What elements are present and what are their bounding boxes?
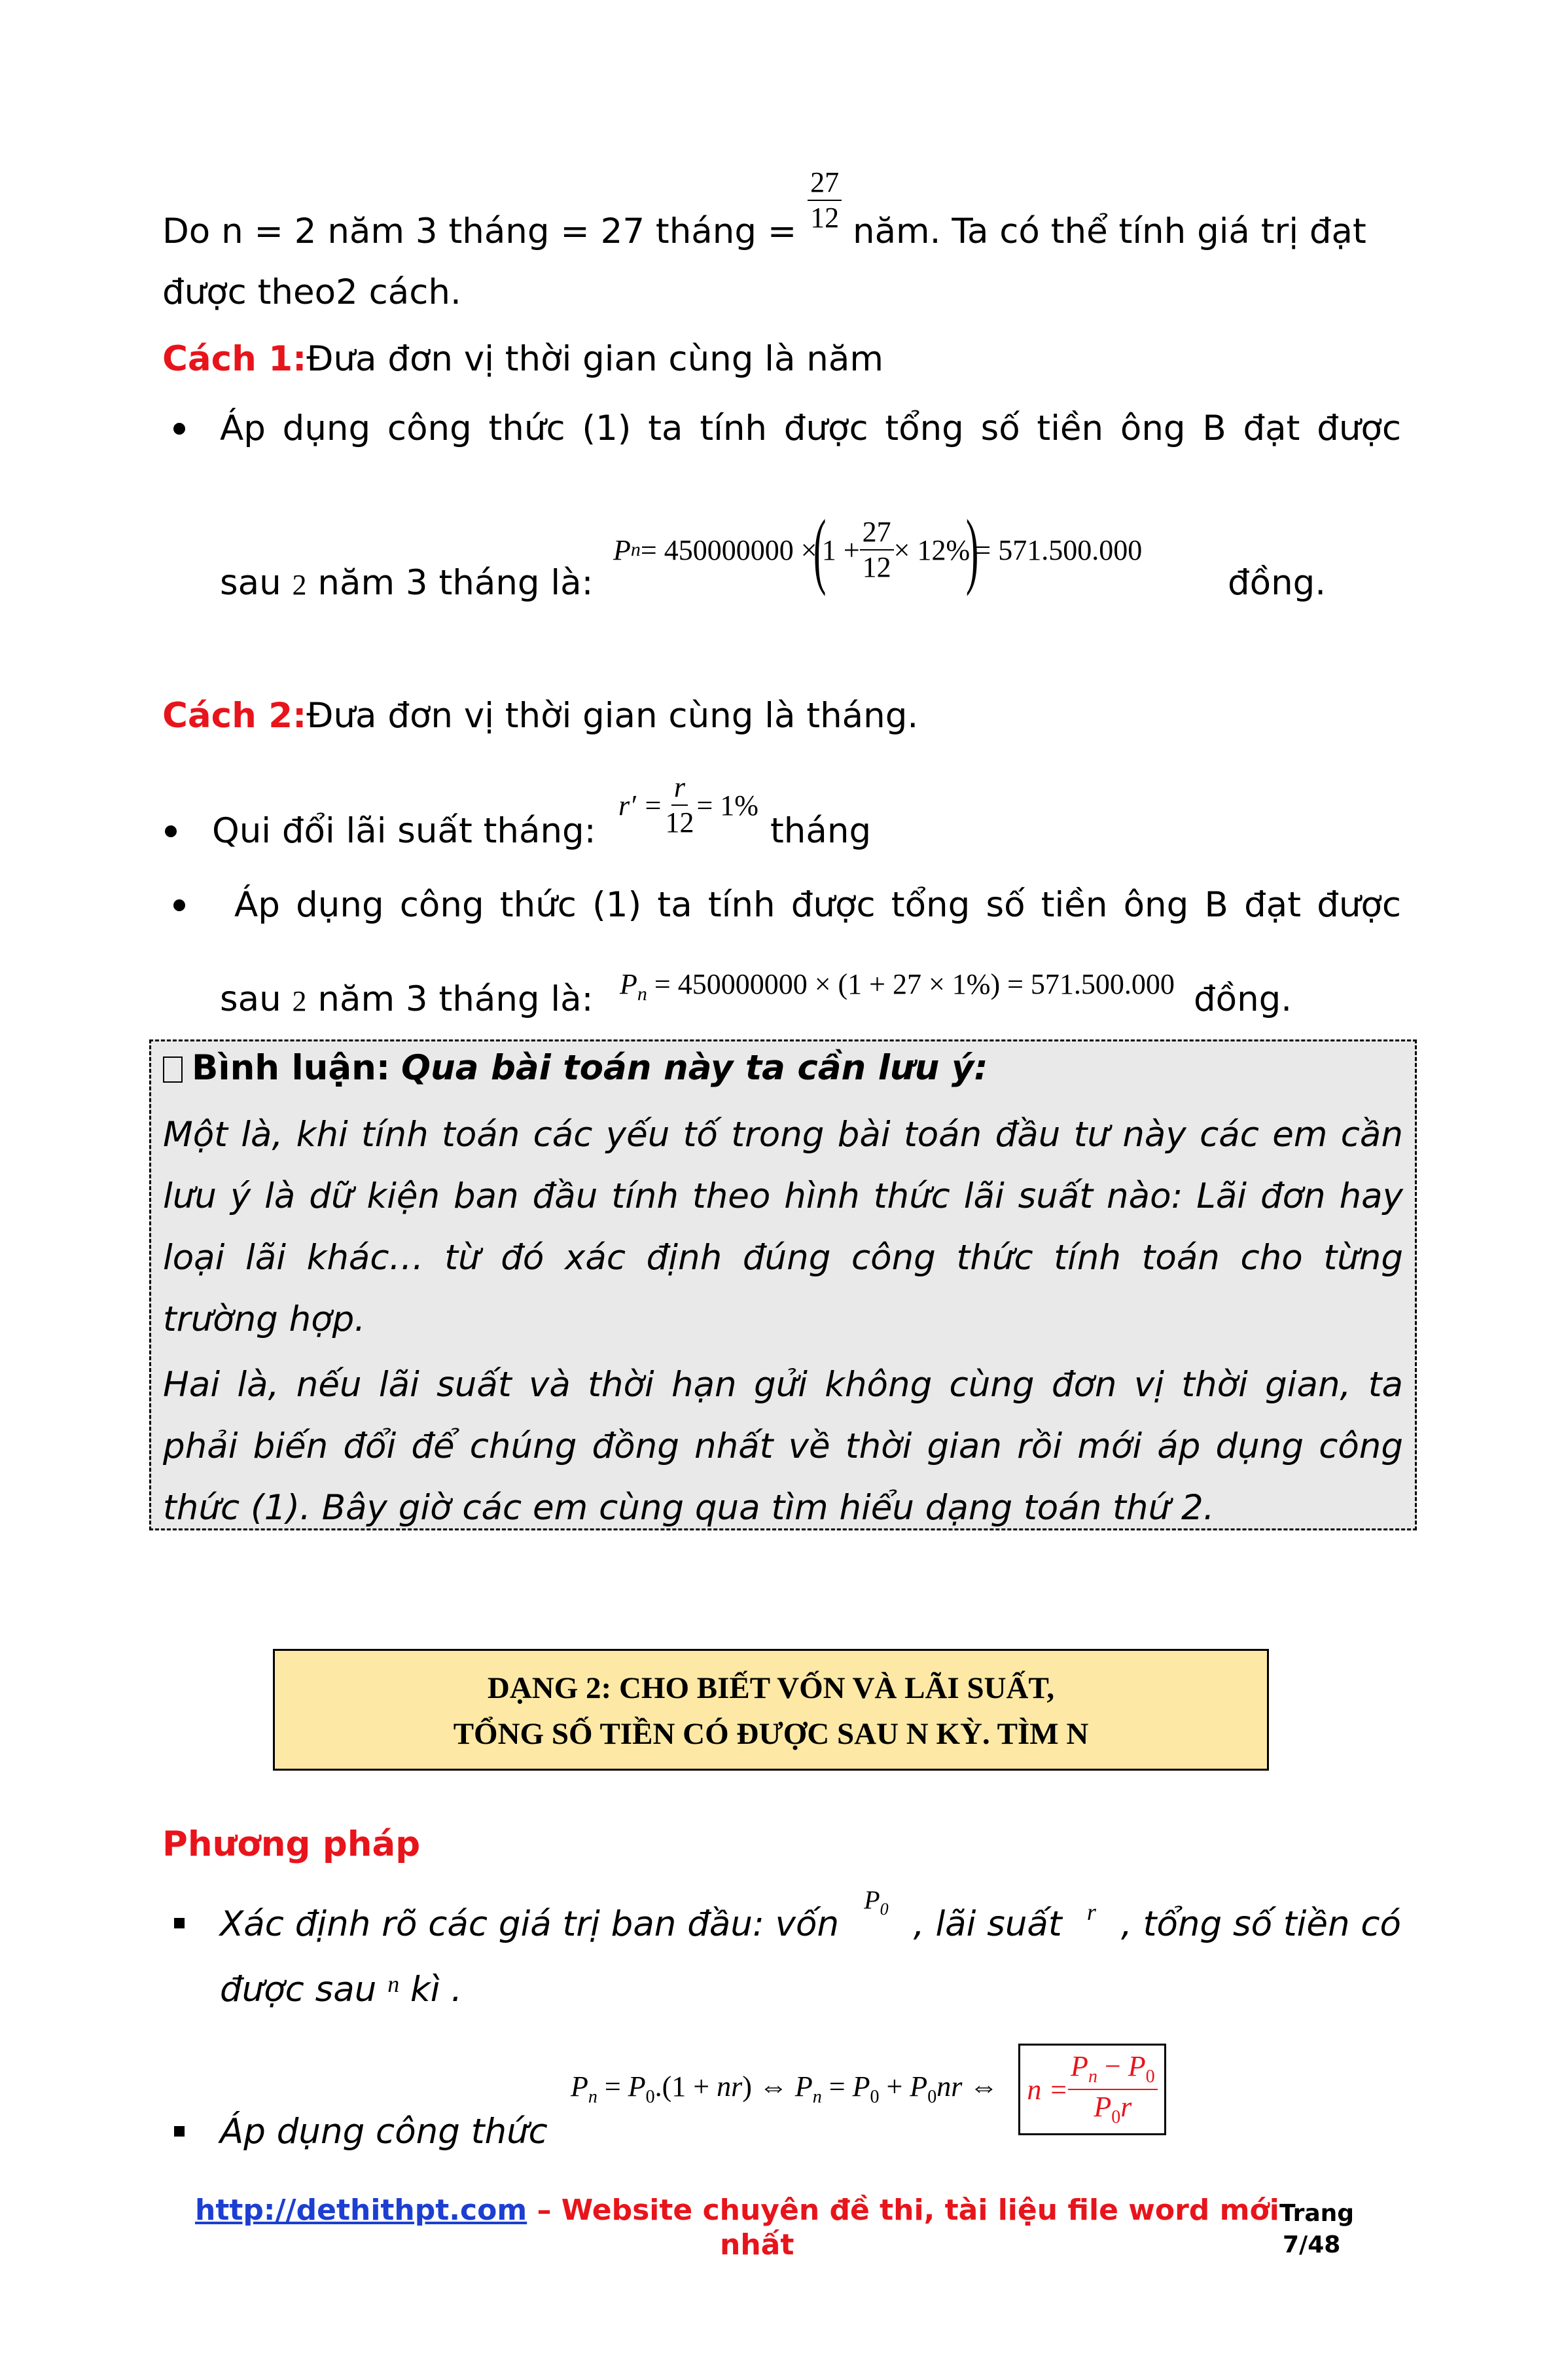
cach2-text: Đưa đơn vị thời gian cùng là tháng. [306, 696, 919, 736]
intro-text-b: năm. Ta có thể tính giá trị đạt [842, 211, 1366, 251]
pp-b1-l2b: kì . [399, 1970, 463, 2010]
cach2-dong: đồng. [1194, 979, 1292, 1019]
monthly-rate-formula [618, 766, 758, 844]
boxed-n-formula [1018, 2044, 1166, 2135]
pp-bullet1 [220, 1885, 1401, 1944]
note-line: lưu ý là dữ kiện ban đầu tính theo hình thức lãi suất nào: Lãi đơn hay [163, 1176, 1403, 1216]
footer-link[interactable]: http://dethithpt.com [195, 2193, 527, 2227]
frac-den: 12 [810, 202, 840, 234]
formula-frac-den: 12 [862, 551, 891, 583]
boxed-fraction [1068, 2052, 1158, 2127]
p0-symbol: $P_0$ [864, 1885, 889, 1919]
dang2-box [273, 1649, 1269, 1771]
intro-text-a: Do n = 2 năm 3 tháng = 27 tháng = [162, 211, 808, 251]
pp-formula: $P_n = P_0.(1 + nr)$ ⇔ $P_n = P_0 + P_0nr$ ⇔ [571, 2070, 999, 2107]
boxed-den: $P_0r$ [1094, 2091, 1132, 2127]
formula-one-plus: 1 + [821, 533, 860, 566]
boxed-num: $P_n - P_0$ [1068, 2052, 1158, 2090]
bullet-dot [165, 825, 177, 837]
r-den: 12 [665, 806, 694, 839]
cach1-dong: đồng. [1228, 563, 1327, 603]
paren-open: ( [813, 503, 826, 597]
phuong-phap-title: Phương pháp [162, 1824, 421, 1864]
formula-p: P [613, 533, 631, 566]
cach2-formula: $P_n = 450000000 \times (1 + 27 \times 1\%) = 571.500.000$ [620, 968, 1175, 1005]
note-line: Hai là, nếu lãi suất và thời hạn gửi không cùng đơn vị thời gian, ta [163, 1365, 1403, 1405]
r-fraction [662, 773, 696, 837]
formula-part1: = 450000000 × [640, 533, 817, 566]
cach2-sau-line [220, 979, 594, 1019]
formula-times12: × 12% [893, 533, 971, 566]
square-bullet [174, 2126, 185, 2137]
frac-num: 27 [808, 168, 842, 201]
cach1-label: Cách 1: [162, 339, 307, 379]
note-line: phải biến đổi để chúng đồng nhất về thời gian rồi mới áp dụng công [163, 1426, 1403, 1466]
note-heading [163, 1048, 988, 1088]
cach2-bullet2: Áp dụng công thức (1) ta tính được tổng số tiền ông B đạt được [234, 885, 1401, 925]
bullet-dot [173, 899, 185, 911]
note-line: thức (1). Bây giờ các em cùng qua tìm hiểu dạng toán thứ 2. [163, 1488, 1215, 1528]
paren-close: ) [966, 503, 979, 597]
qui-doi-text: Qui đổi lãi suất tháng: [212, 811, 596, 851]
sau-text: sau [220, 563, 293, 603]
note-line: trường hợp. [163, 1299, 366, 1339]
note-line: loại lãi khác… từ đó xác định đúng công thức tính toán cho từng [163, 1238, 1403, 1278]
checkbox-icon [163, 1056, 183, 1083]
intro-line-1 [162, 166, 1366, 251]
formula-fraction [860, 518, 894, 582]
dang2-line1: DẠNG 2: CHO BIẾT VỐN VÀ LÃI SUẤT, [487, 1671, 1055, 1705]
footer-text-2: nhất [720, 2228, 794, 2262]
n-symbol: n [387, 1971, 400, 1997]
pp-b1-c: , tổng số tiền có [1120, 1904, 1401, 1944]
cach1-formula [613, 504, 1142, 596]
cach1-bullet1: Áp dụng công thức (1) ta tính được tổng số tiền ông B đạt được [220, 408, 1401, 448]
note-heading-label: Bình luận: [192, 1048, 391, 1088]
cach1-sau-line [220, 563, 594, 603]
sau-text: sau [220, 979, 293, 1019]
nam3-text: năm 3 tháng là: [306, 979, 594, 1019]
cach2-formula-text: = 450000000 × (1 + 27 × 1%) = 571.500.000 [647, 968, 1175, 1000]
two-value: 2 [292, 985, 307, 1017]
pp-b1-a: Xác định rõ các giá trị ban đầu: vốn [220, 1904, 840, 1944]
note-line: Một là, khi tính toán các yếu tố trong bài toán đầu tư này các em cần [163, 1115, 1403, 1155]
fraction-27-12 [808, 168, 842, 232]
cach1-text: Đưa đơn vị thời gian cùng là năm [306, 339, 883, 379]
thang-text: tháng [770, 811, 872, 851]
cach2-heading [162, 696, 919, 736]
formula-frac-num: 27 [860, 518, 894, 551]
r-result: = 1% [696, 789, 758, 821]
two-value: 2 [292, 569, 307, 601]
footer-text: – Website chuyên đề thi, tài liệu file word mới [527, 2193, 1279, 2227]
formula-sub-n: n [630, 539, 641, 560]
square-bullet [174, 1918, 185, 1928]
boxed-lhs: n = [1027, 2073, 1069, 2106]
pp-bullet2: Áp dụng công thức [220, 2112, 548, 2152]
bullet-dot [173, 423, 185, 435]
cach1-heading [162, 339, 883, 379]
dang2-line2: TỔNG SỐ TIỀN CÓ ĐƯỢC SAU N KỲ. TÌM N [453, 1717, 1089, 1751]
r-symbol: r [1086, 1899, 1096, 1925]
cach2-bullet1 [212, 811, 596, 851]
formula-result: = 571.500.000 [974, 533, 1143, 566]
pp-b1-b: , lãi suất [913, 1904, 1062, 1944]
r-num: r [671, 773, 688, 806]
cach2-label: Cách 2: [162, 696, 307, 736]
page-label: Trang [1279, 2200, 1355, 2227]
rprime: r′ = [618, 789, 663, 821]
intro-line-2: được theo2 cách. [162, 272, 461, 312]
nam3-text: năm 3 tháng là: [306, 563, 594, 603]
pp-bullet1-line2 [220, 1970, 463, 2010]
footer [195, 2193, 1279, 2227]
page-number: 7/48 [1283, 2231, 1341, 2258]
note-box [149, 1039, 1417, 1530]
pp-b1-l2a: được sau [220, 1970, 388, 2010]
note-heading-italic: Qua bài toán này ta cần lưu ý: [401, 1048, 988, 1088]
